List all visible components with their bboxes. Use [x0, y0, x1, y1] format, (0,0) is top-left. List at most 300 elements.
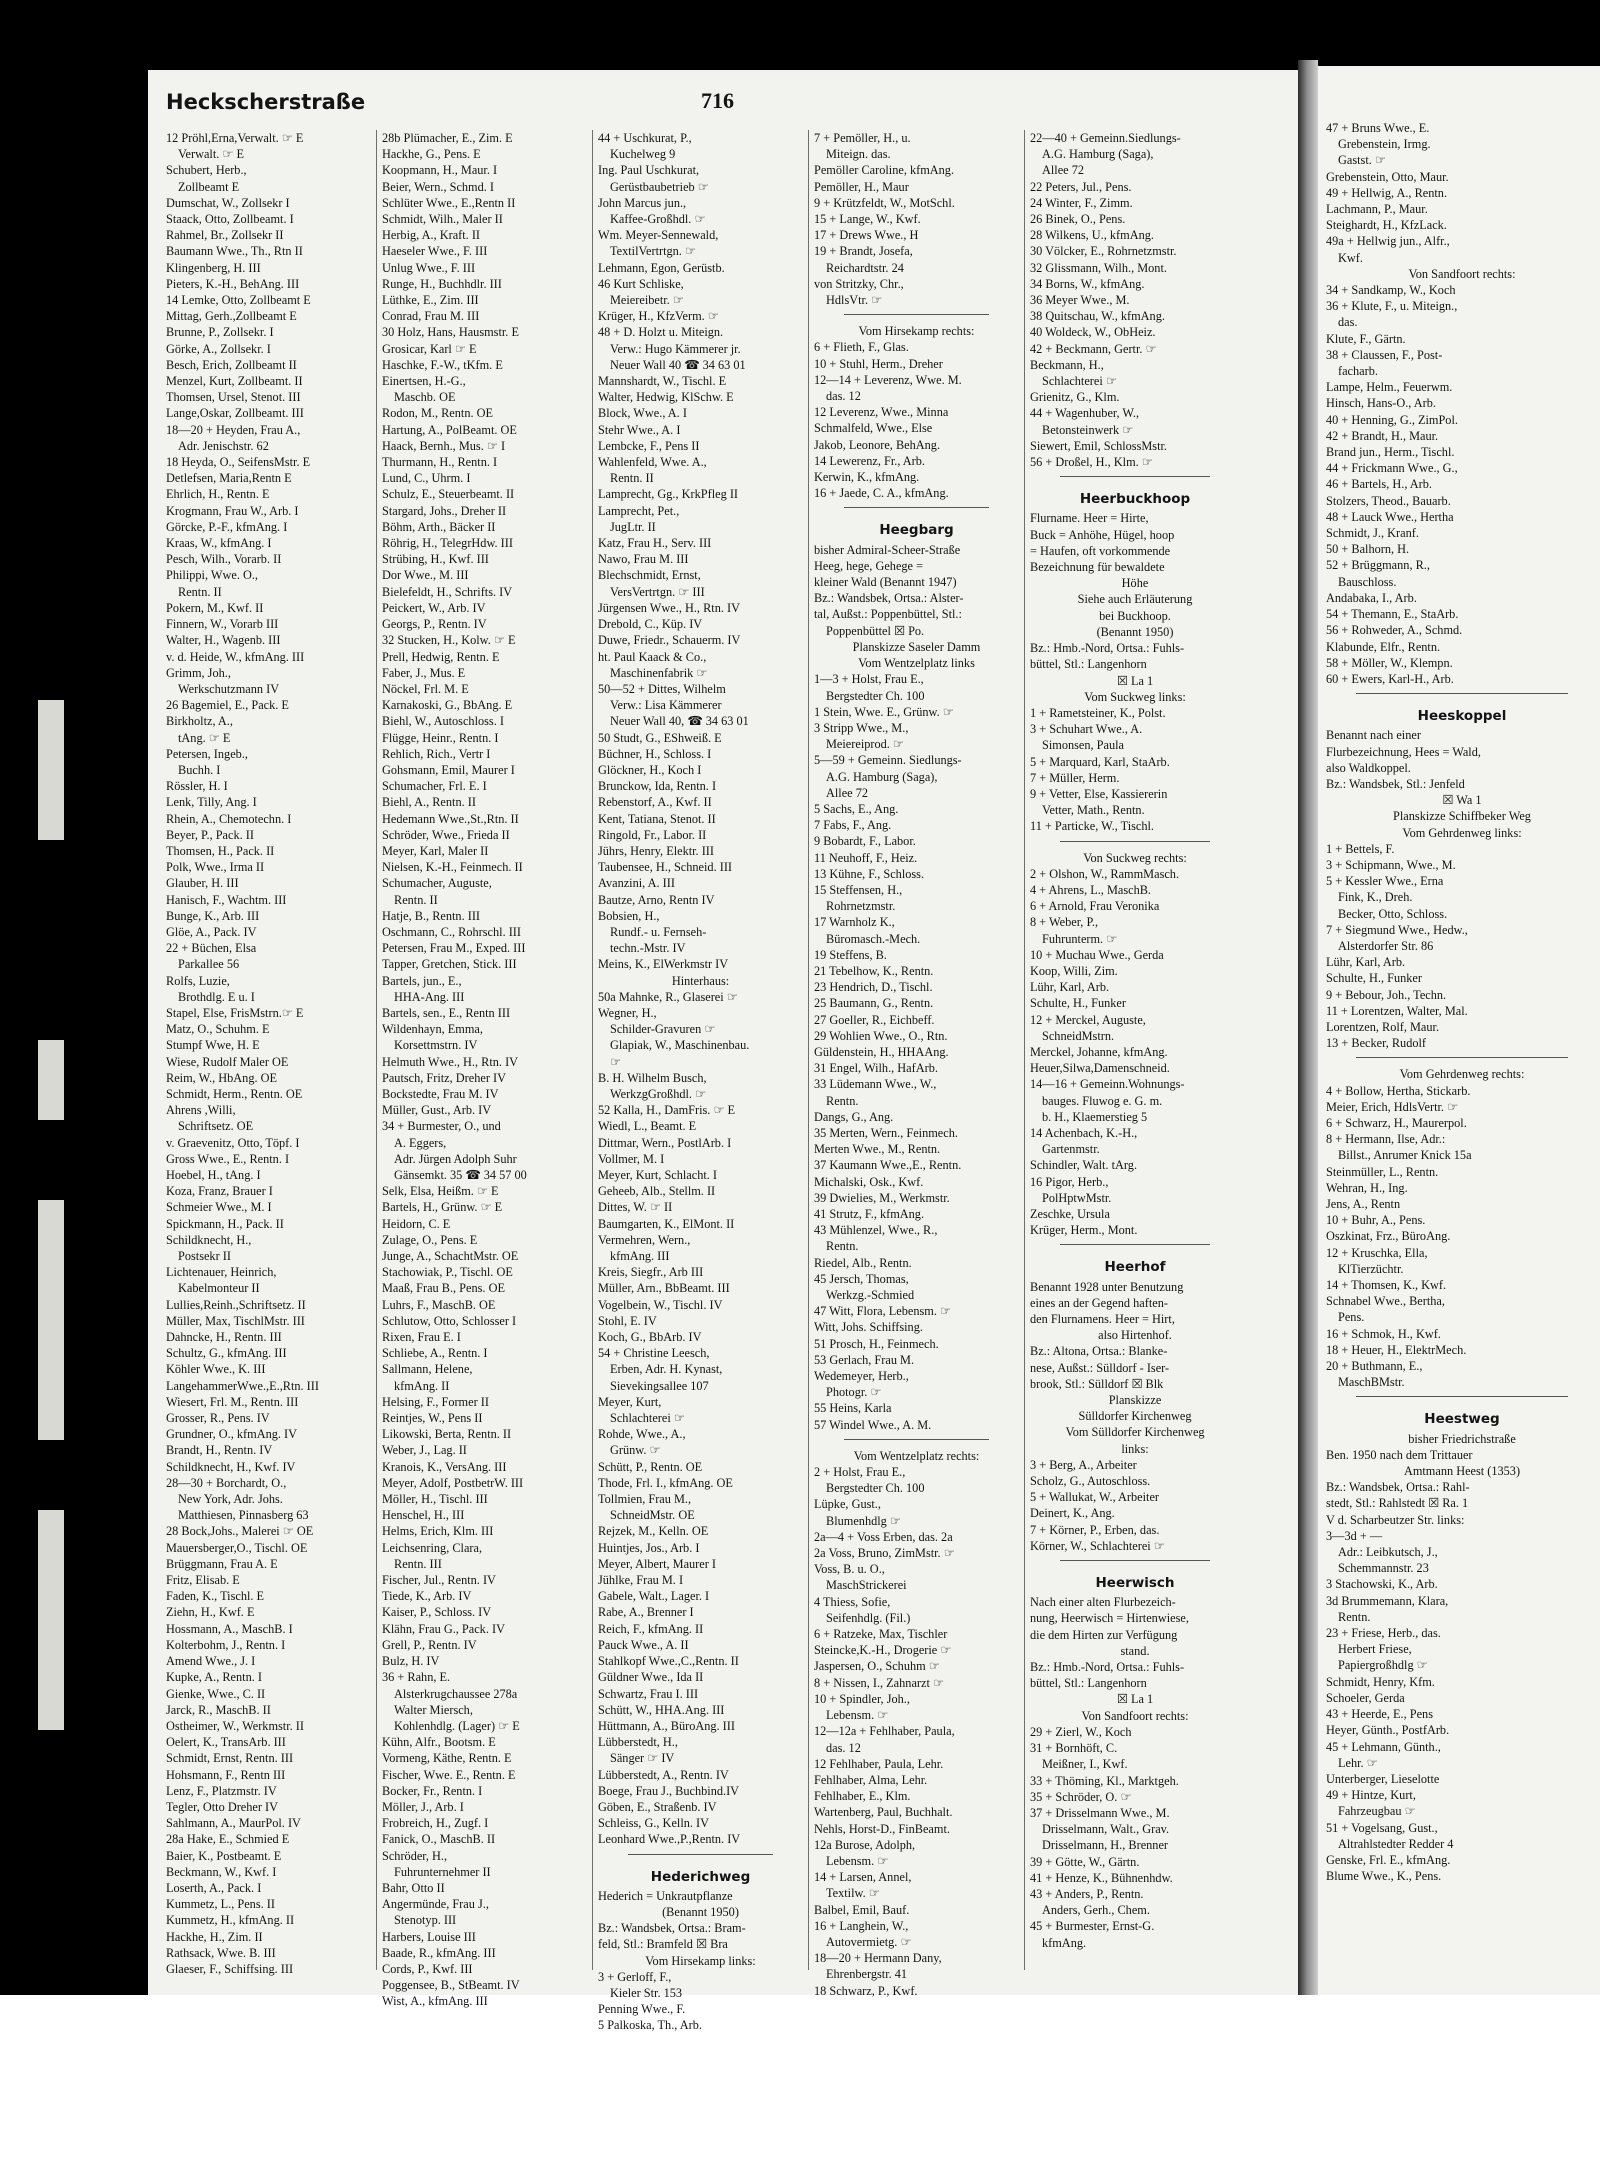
directory-entry: Cords, P., Kwf. III — [382, 1961, 473, 1976]
directory-entry: 23 + Friese, Herb., das. — [1326, 1626, 1441, 1641]
directory-entry: 5—59 + Gemeinn. Siedlungs- — [814, 753, 962, 768]
book-gutter — [1298, 60, 1318, 1995]
directory-entry: Haeseler Wwe., F. III — [382, 244, 488, 259]
directory-entry: 3 Stachowski, K., Arb. — [1326, 1577, 1438, 1592]
directory-entry: Koza, Franz, Brauer I — [166, 1184, 273, 1199]
directory-entry: 16 + Schmok, H., Kwf. — [1326, 1326, 1441, 1341]
directory-entry: SchneidMstrn. — [1042, 1028, 1115, 1043]
section-note: Hinterhaus: — [671, 973, 730, 988]
directory-entry: Harbers, Louise III — [382, 1929, 476, 1944]
directory-entry: Büchner, H., Schloss. I — [598, 746, 712, 761]
directory-entry: Kaffee-Großhdl. ☞ — [610, 212, 706, 227]
directory-entry: v. d. Heide, W., kfmAng. III — [166, 649, 305, 664]
directory-entry: Müller, Arn., BbBeamt. III — [598, 1281, 730, 1296]
directory-entry: v. Graevenitz, Otto, Töpf. I — [166, 1135, 300, 1150]
directory-entry: Maschinenfabrik ☞ — [610, 665, 708, 680]
directory-entry: HdlsVtr. ☞ — [826, 293, 883, 308]
directory-entry: Lamprecht, Gg., KrkPfleg II — [598, 487, 739, 502]
directory-entry: Mittag, Gerh.,Zollbeamt E — [166, 309, 297, 324]
directory-entry: 28—30 + Borchardt, O., — [166, 1475, 287, 1490]
directory-entry: 12 Pröhl,Erna,Verwalt. ☞ E — [166, 131, 304, 145]
directory-entry: Pokern, M., Kwf. II — [166, 600, 264, 615]
directory-entry: Bz.: Wandsbek, Ortsa.: Alster- — [814, 591, 964, 606]
directory-entry: Staack, Otto, Zollbeamt. I — [166, 212, 294, 227]
directory-entry: 45 + Burmester, Ernst-G. — [1030, 1919, 1155, 1934]
directory-entry: Stumpf Wwe, H. E — [166, 1038, 260, 1053]
directory-entry: Fuhrunterm. ☞ — [1042, 931, 1118, 946]
directory-entry: Altrahlstedter Redder 4 — [1338, 1836, 1454, 1851]
directory-entry: Oszkinat, Frz., BüroAng. — [1326, 1229, 1451, 1244]
directory-entry: Ing. Paul Uschkurat, — [598, 163, 700, 178]
directory-entry: Beier, Wern., Schmd. I — [382, 179, 495, 194]
directory-entry: Selk, Elsa, Heißm. ☞ E — [382, 1184, 499, 1199]
directory-entry: Lullies,Reinh.,Schriftsetz. II — [166, 1297, 306, 1312]
directory-entry: Meier, Erich, HdlsVertr. ☞ — [1326, 1099, 1459, 1114]
directory-entry: 36 + Klute, F., u. Miteign., — [1326, 299, 1458, 314]
directory-entry: 5 Sachs, E., Ang. — [814, 801, 899, 816]
directory-entry: 30 Holz, Hans, Hausmstr. E — [382, 325, 519, 340]
directory-entry: Gienke, Wwe., C. II — [166, 1686, 266, 1701]
directory-entry: 54 + Themann, E., StaArb. — [1326, 607, 1459, 622]
directory-entry: Miteign. das. — [826, 147, 891, 162]
directory-entry: 49 + Hintze, Kurt, — [1326, 1788, 1416, 1803]
directory-entry: Glauber, H. III — [166, 876, 239, 891]
directory-entry: Schulte, H., Funker — [1326, 971, 1422, 986]
directory-entry: TextilVertrtgn. ☞ — [610, 244, 696, 259]
directory-entry: Lorentzen, Rolf, Maur. — [1326, 1019, 1440, 1034]
directory-entry: 29 + Zierl, W., Koch — [1030, 1724, 1132, 1739]
directory-entry: 28 Bock,Johs., Malerei ☞ OE — [166, 1524, 314, 1539]
directory-entry: 17 Warnholz K., — [814, 915, 895, 930]
directory-entry: Lampe, Helm., Feuerwm. — [1326, 380, 1453, 395]
directory-entry: Schmidt, Ernst, Rentn. III — [166, 1751, 294, 1766]
directory-entry: Lebensm. ☞ — [826, 1853, 889, 1868]
directory-entry: Angermünde, Frau J., — [382, 1897, 489, 1912]
directory-entry: Kühn, Alfr., Bootsm. E — [382, 1735, 496, 1750]
directory-entry: Jaspersen, O., Schuhm ☞ — [814, 1659, 940, 1674]
directory-entry: Besch, Erich, Zollbeamt II — [166, 357, 297, 372]
directory-entry: 58 + Möller, W., Klempn. — [1326, 655, 1453, 670]
directory-entry: Rentn. II — [610, 471, 654, 486]
directory-entry: 27 Goeller, R., Eichbeff. — [814, 1012, 935, 1027]
directory-entry: 1—3 + Holst, Frau E., — [814, 672, 924, 687]
directory-entry: Pautsch, Fritz, Dreher IV — [382, 1070, 506, 1085]
directory-entry: Bulz, H. IV — [382, 1654, 440, 1669]
section-rule — [844, 1439, 989, 1448]
directory-entry: 40 + Henning, G., ZimPol. — [1326, 412, 1458, 427]
directory-entry: Schmidt, Herm., Rentn. OE — [166, 1086, 303, 1101]
spine-mark — [38, 1510, 64, 1730]
directory-entry: Dumschat, W., Zollsekr I — [166, 195, 290, 210]
directory-entry: Büromasch.-Mech. — [826, 931, 921, 946]
directory-entry: Bergstedter Ch. 100 — [826, 1481, 925, 1496]
section-note: Von Suckweg rechts: — [1083, 850, 1187, 865]
directory-entry: 50a Mahnke, R., Glaserei ☞ — [598, 989, 738, 1004]
directory-entry: 14 Lewerenz, Fr., Arb. — [814, 453, 925, 468]
directory-entry: Lehr. ☞ — [1338, 1755, 1378, 1770]
directory-entry: 49a + Hellwig jun., Alfr., — [1326, 234, 1450, 249]
directory-entry: Nehls, Horst-D., FinBeamt. — [814, 1821, 950, 1836]
directory-entry: 45 + Lehmann, Günth., — [1326, 1739, 1441, 1754]
section-rule — [1060, 1560, 1210, 1569]
directory-entry: Schmeier Wwe., M. I — [166, 1200, 272, 1215]
directory-entry: Genske, Frl. E., kfmAng. — [1326, 1852, 1451, 1867]
directory-entry: Lüthke, E., Zim. III — [382, 293, 479, 308]
directory-page — [148, 70, 1298, 2033]
directory-entry: 47 Witt, Flora, Lebensm. ☞ — [814, 1304, 952, 1319]
directory-entry: 51 + Vogelsang, Gust., — [1326, 1820, 1438, 1835]
directory-entry: 22 Peters, Jul., Pens. — [1030, 179, 1132, 194]
section-note: Vom Gehrdenweg links: — [1402, 825, 1522, 840]
directory-entry: Helms, Erich, Klm. III — [382, 1524, 494, 1539]
directory-entry: Avanzini, A. III — [598, 876, 675, 891]
directory-entry: Gohsmann, Emil, Maurer I — [382, 762, 515, 777]
directory-entry: 15 Steffensen, H., — [814, 882, 903, 897]
directory-entry: Gastst. ☞ — [1338, 153, 1386, 168]
directory-entry: 11 + Lorentzen, Walter, Mal. — [1326, 1003, 1468, 1018]
directory-entry: Schilder-Gravuren ☞ — [610, 1022, 716, 1037]
directory-entry: Schemmannstr. 23 — [1338, 1561, 1429, 1576]
section-note: Sülldorfer Kirchenweg — [1078, 1409, 1192, 1424]
directory-entry: kleiner Wald (Benannt 1947) — [814, 575, 957, 590]
street-heading: Heerwisch — [1095, 1575, 1175, 1592]
directory-entry: 5 + Wallukat, W., Arbeiter — [1030, 1490, 1160, 1505]
directory-entry: Ziehn, H., Kwf. E — [166, 1605, 255, 1620]
directory-entry: 2 + Olshon, W., RammMasch. — [1030, 866, 1180, 881]
directory-entry: Schriftsetz. OE — [178, 1119, 254, 1134]
directory-entry: Petersen, Ingeb., — [166, 746, 248, 761]
directory-entry: 36 + Rahn, E. — [382, 1670, 451, 1685]
directory-entry: Köhler Wwe., K. III — [166, 1362, 266, 1377]
directory-entry: 12 + Kruschka, Ella, — [1326, 1245, 1428, 1260]
directory-entry: Faden, K., Tischl. E — [166, 1589, 265, 1604]
directory-entry: Katz, Frau H., Serv. III — [598, 536, 712, 551]
directory-entry: 54 + Christine Leesch, — [598, 1346, 710, 1361]
directory-entry: Reich, F., kfmAng. II — [598, 1621, 704, 1636]
page-header — [166, 84, 1280, 118]
directory-entry: 53 Gerlach, Frau M. — [814, 1352, 915, 1367]
section-note: Vom Wentzelplatz links — [858, 656, 975, 671]
directory-entry: Kolterbohm, J., Rentn. I — [166, 1637, 286, 1652]
directory-entry: Polk, Wwe., Irma II — [166, 860, 265, 875]
directory-entry: 8 + Hermann, Ilse, Adr.: — [1326, 1132, 1446, 1147]
section-rule — [844, 314, 989, 323]
directory-entry: Allee 72 — [1042, 163, 1085, 178]
directory-entry: Stachowiak, P., Tischl. OE — [382, 1265, 513, 1280]
directory-entry: 44 + Wagenhuber, W., — [1030, 406, 1140, 421]
directory-entry: Bergstedter Ch. 100 — [826, 688, 925, 703]
directory-entry: die dem Hirten zur Verfügung — [1030, 1627, 1178, 1642]
section-note: Amtmann Heest (1353) — [1403, 1464, 1521, 1479]
directory-entry: Sallmann, Helene, — [382, 1362, 473, 1377]
directory-entry: 18—20 + Hermann Dany, — [814, 1951, 942, 1966]
directory-entry: Rahmel, Br., Zollsekr II — [166, 228, 284, 243]
directory-entry: Bz.: Wandsbek, Ortsa.: Rahl- — [1326, 1480, 1470, 1495]
directory-entry: Steincke,K.-H., Drogerie ☞ — [814, 1643, 952, 1658]
directory-entry: Flurname. Heer = Hirte, — [1030, 511, 1149, 526]
directory-entry: Schnabel Wwe., Bertha, — [1326, 1294, 1445, 1309]
directory-entry: V d. Scharbeutzer Str. links: — [1326, 1512, 1465, 1527]
directory-entry: Stargard, Johs., Dreher II — [382, 503, 507, 518]
directory-entry: 26 Bagemiel, E., Pack. E — [166, 698, 289, 713]
left-scan-edge — [0, 0, 148, 1995]
directory-entry: Glaeser, F., Schiffsing. III — [166, 1961, 294, 1976]
directory-entry: Bockstedte, Frau M. IV — [382, 1086, 499, 1101]
directory-entry: Einertsen, H.-G., — [382, 374, 466, 389]
directory-entry: Billst., Anrumer Knick 15a — [1338, 1148, 1472, 1163]
directory-entry: 2 + Holst, Frau E., — [814, 1465, 906, 1480]
directory-entry: 1 Stein, Wwe. E., Grünw. ☞ — [814, 704, 954, 719]
directory-entry: 16 Pigor, Herb., — [1030, 1174, 1109, 1189]
directory-entry: Möller, H., Tischl. III — [382, 1492, 488, 1507]
directory-entry: 39 + Götte, W., Gärtn. — [1030, 1854, 1140, 1869]
section-rule — [1356, 1057, 1568, 1066]
directory-entry: Hedemann Wwe.,St.,Rtn. II — [382, 811, 519, 826]
directory-entry: Ringold, Fr., Labor. II — [598, 827, 707, 842]
directory-entry: 44 + Frickmann Wwe., G., — [1326, 461, 1458, 476]
directory-entry: kfmAng. III — [610, 1249, 670, 1264]
directory-entry: 3 + Berg, A., Arbeiter — [1030, 1457, 1137, 1472]
directory-entry: Oelert, K., TransArb. III — [166, 1735, 286, 1750]
directory-entry: WerkzgGroßhdl. ☞ — [610, 1086, 707, 1101]
directory-entry: Zeschke, Ursula — [1030, 1207, 1110, 1221]
directory-entry: Siewert, Emil, SchlossMstr. — [1030, 438, 1167, 453]
directory-entry: Deinert, K., Ang. — [1030, 1506, 1115, 1521]
directory-entry: Bz.: Wandsbek, Stl.: Jenfeld — [1326, 776, 1465, 791]
directory-entry: MaschStrickerei — [826, 1578, 907, 1593]
directory-entry: Rentn. — [826, 1239, 859, 1254]
directory-entry: Schmidt, Wilh., Maler II — [382, 212, 503, 227]
directory-entry: 23 Hendrich, D., Tischl. — [814, 980, 933, 995]
directory-entry: JugLtr. II — [610, 519, 656, 534]
directory-entry: 38 + Claussen, F., Post- — [1326, 347, 1443, 362]
directory-entry: 31 Engel, Wilh., HafArb. — [814, 1061, 938, 1076]
directory-entry: Alsterkrugchaussee 278a — [394, 1686, 518, 1701]
directory-entry: 9 Bobardt, F., Labor. — [814, 834, 916, 849]
directory-entry: Heuer,Silwa,Damenschneid. — [1030, 1061, 1170, 1076]
directory-entry: Bobsien, H., — [598, 908, 660, 923]
directory-entry: Unlug Wwe., F. III — [382, 260, 476, 275]
directory-entry: Brunne, P., Zollsekr. I — [166, 325, 274, 340]
section-note: Vom Wentzelplatz rechts: — [853, 1448, 980, 1463]
directory-entry: Meiereiprod. ☞ — [826, 737, 904, 752]
section-rule — [628, 1854, 773, 1863]
directory-entry: Körner, W., Schlachterei ☞ — [1030, 1538, 1165, 1553]
directory-entry: Schütt, W., HHA.Ang. III — [598, 1702, 725, 1717]
directory-entry: Petersen, Frau M., Exped. III — [382, 941, 526, 956]
directory-entry: 2a Voss, Bruno, ZimMstr. ☞ — [814, 1546, 955, 1561]
directory-entry: Lühr, Karl, Arb. — [1030, 980, 1110, 995]
section-note: Planskizze — [1108, 1393, 1162, 1408]
directory-entry: Mannshardt, W., Tischl. E — [598, 374, 727, 389]
directory-entry: Bunge, K., Arb. III — [166, 908, 260, 923]
directory-entry: 4 + Bollow, Hertha, Stickarb. — [1326, 1083, 1471, 1098]
directory-entry: 13 + Becker, Rudolf — [1326, 1036, 1427, 1051]
directory-entry: Meyer, Adolf, PostbetrW. III — [382, 1475, 524, 1490]
directory-entry: Schulz, E., Steuerbeamt. II — [382, 487, 515, 502]
directory-entry: Vollmer, M. I — [598, 1151, 665, 1166]
directory-entry: 32 Stucken, H., Kolw. ☞ E — [382, 633, 516, 648]
directory-entry: 7 + Siegmund Wwe., Hedw., — [1326, 922, 1468, 937]
directory-entry: 41 + Henze, K., Bühnenhdw. — [1030, 1870, 1173, 1885]
directory-entry: Grienitz, G., Klm. — [1030, 390, 1120, 405]
directory-entry: Grebenstein, Irmg. — [1338, 137, 1431, 152]
directory-entry: Benannt 1928 unter Benutzung — [1030, 1279, 1184, 1294]
directory-entry: Fischer, Wwe. E., Rentn. E — [382, 1767, 516, 1782]
section-note: also Hirtenhof. — [1098, 1328, 1172, 1343]
directory-entry: 24 Winter, F., Zimm. — [1030, 195, 1133, 210]
directory-entry: 33 Lüdemann Wwe., W., — [814, 1077, 937, 1092]
directory-entry: 28b Plümacher, E., Zim. E — [382, 131, 513, 145]
directory-entry: Kwf. — [1338, 250, 1363, 265]
directory-entry: Sievekingsallee 107 — [610, 1378, 709, 1393]
directory-entry: Lenk, Tilly, Ang. I — [166, 795, 257, 810]
directory-entry: Mauersberger,O., Tischl. OE — [166, 1540, 308, 1555]
directory-entry: 3—3d + — — [1326, 1528, 1383, 1543]
directory-entry: Hüttmann, A., BüroAng. III — [598, 1718, 735, 1733]
directory-entry: Lembcke, F., Pens II — [598, 438, 700, 453]
directory-entry: Block, Wwe., A. I — [598, 406, 687, 421]
directory-entry: Tollmien, Frau M., — [598, 1492, 692, 1507]
directory-entry: Ben. 1950 nach dem Trittauer — [1326, 1447, 1473, 1462]
directory-entry: Vermehren, Wern., — [598, 1232, 691, 1247]
directory-entry: Oschmann, C., Rohrschl. III — [382, 924, 522, 939]
directory-entry: Luhrs, F., MaschB. OE — [382, 1297, 496, 1312]
directory-entry: Hartung, A., PolBeamt. OE — [382, 422, 517, 437]
directory-entry: 18—20 + Heyden, Frau A., — [166, 422, 301, 437]
directory-entry: Nach einer alten Flurbezeich- — [1030, 1595, 1176, 1610]
directory-entry: Amend Wwe., J. I — [166, 1654, 256, 1669]
directory-entry: Brothdlg. E u. I — [178, 989, 255, 1004]
directory-entry: Klabunde, Elfr., Rentn. — [1326, 639, 1441, 654]
directory-entry: Wm. Meyer-Sennewald, — [598, 228, 719, 243]
directory-entry: Glapiak, W., Maschinenbau. — [610, 1038, 750, 1053]
directory-entry: Hackhe, H., Zim. II — [166, 1929, 263, 1944]
directory-entry: Bezeichnung für bewaldete — [1030, 560, 1165, 575]
directory-entry: Kaiser, P., Schloss. IV — [382, 1605, 492, 1620]
directory-entry: 28 Wilkens, U., kfmAng. — [1030, 228, 1154, 243]
directory-entry: 48 + D. Holzt u. Miteign. — [598, 325, 724, 340]
directory-entry: Balbel, Emil, Bauf. — [814, 1902, 910, 1917]
directory-entry: Klähn, Frau G., Pack. IV — [382, 1621, 505, 1636]
directory-entry: Rixen, Frau E. I — [382, 1330, 461, 1345]
directory-entry: Werkschutzmann IV — [178, 681, 280, 696]
directory-entry: Stahlkopf Wwe.,C.,Rentn. II — [598, 1654, 739, 1669]
directory-entry: Kieler Str. 153 — [610, 1985, 683, 2000]
directory-entry: Poppenbüttel ☒ Po. — [826, 623, 925, 638]
directory-entry: tal, Außst.: Poppenbüttel, Stl.: — [814, 607, 962, 622]
section-rule — [1060, 841, 1210, 850]
directory-entry: 34 Borns, W., kfmAng. — [1030, 276, 1145, 291]
directory-entry: Reichardtstr. 24 — [826, 260, 904, 275]
section-note: Siehe auch Erläuterung — [1077, 592, 1193, 607]
directory-entry: Schmalfeld, Wwe., Else — [814, 421, 933, 436]
directory-entry: büttel, Stl.: Langenhorn — [1030, 657, 1147, 672]
directory-entry: Buchh. I — [178, 762, 221, 777]
directory-entry: 39 Dwielies, M., Werkmstr. — [814, 1190, 950, 1205]
directory-entry: Gartenmstr. — [1042, 1142, 1100, 1157]
directory-entry: MaschBMstr. — [1338, 1375, 1405, 1390]
directory-entry: Bahr, Otto II — [382, 1880, 445, 1895]
directory-entry: Scholz, G., Autoschloss. — [1030, 1474, 1151, 1489]
directory-entry: Blumenhdlg ☞ — [826, 1513, 901, 1528]
directory-entry: Schultz, G., kfmAng. III — [166, 1346, 287, 1361]
directory-entry: Autovermietg. ☞ — [826, 1934, 912, 1949]
directory-entry: facharb. — [1338, 364, 1378, 379]
directory-entry: Rohde, Wwe., A., — [598, 1427, 686, 1442]
directory-entry: Junge, A., SchachtMstr. OE — [382, 1249, 519, 1264]
directory-entry: 25 Baumann, G., Rentn. — [814, 996, 934, 1011]
directory-entry: A.G. Hamburg (Saga), — [826, 769, 938, 784]
directory-entry: Schleiss, G., Kelln. IV — [598, 1816, 710, 1831]
directory-entry: 26 Binek, O., Pens. — [1030, 212, 1126, 227]
directory-entry: bisher Admiral-Scheer-Straße — [814, 542, 961, 557]
directory-entry: Lehmann, Egon, Gerüstb. — [598, 260, 725, 275]
directory-entry: 14 Lemke, Otto, Zollbeamt E — [166, 293, 311, 308]
directory-entry: 9 + Bebour, Joh., Techn. — [1326, 987, 1447, 1002]
directory-entry: Fuhrunternehmer II — [394, 1864, 491, 1879]
directory-entry: Pens. — [1338, 1310, 1365, 1325]
street-heading: Heerbuckhoop — [1079, 491, 1191, 508]
directory-entry: Wedemeyer, Herb., — [814, 1369, 909, 1384]
directory-entry: Pesch, Wilh., Vorarb. II — [166, 552, 282, 567]
directory-entry: Verw.: Hugo Kämmerer jr. — [610, 341, 741, 356]
section-note: stand. — [1120, 1643, 1150, 1658]
directory-entry: Gross Wwe., E., Rentn. I — [166, 1151, 290, 1166]
directory-entry: = Haufen, oft vorkommende — [1030, 543, 1171, 558]
directory-entry: Lüpke, Gust., — [814, 1497, 881, 1512]
directory-entry: John Marcus jun., — [598, 195, 687, 210]
directory-entry: Zollbeamt E — [178, 179, 240, 194]
directory-entry: Reim, W., HbAng. OE — [166, 1070, 278, 1085]
directory-entry: Grundner, O., kfmAng. IV — [166, 1427, 297, 1442]
directory-entry: Weber, J., Lag. II — [382, 1443, 467, 1458]
directory-entry: Thomsen, Ursel, Stenot. III — [166, 390, 301, 405]
directory-entry: Fischer, Jul., Rentn. IV — [382, 1573, 496, 1588]
directory-entry: Maschb. OE — [394, 390, 456, 405]
directory-entry: 34 + Sandkamp, W., Koch — [1326, 283, 1456, 298]
directory-entry: 18 Heyda, O., SeifensMstr. E — [166, 455, 311, 470]
directory-entry: 17 + Drews Wwe., H — [814, 228, 919, 243]
directory-entry: Papiergroßhdlg ☞ — [1338, 1658, 1428, 1673]
directory-entry: 50 Studt, G., EShweiß. E — [598, 730, 722, 745]
directory-entry: feld, Stl.: Bramfeld ☒ Bra — [598, 1937, 728, 1952]
directory-entry: Dittes, W. ☞ II — [598, 1200, 673, 1215]
directory-entry: Maaß, Frau B., Pens. OE — [382, 1281, 505, 1296]
directory-entry: Baumgarten, K., ElMont. II — [598, 1216, 735, 1231]
directory-entry: Schlachterei ☞ — [610, 1411, 685, 1426]
directory-entry: Buck = Anhöhe, Hügel, hoop — [1030, 527, 1175, 542]
directory-entry: Frobreich, H., Zugf. I — [382, 1816, 489, 1831]
directory-entry: Helsing, F., Former II — [382, 1394, 489, 1409]
directory-entry: Seifenhdlg. (Fil.) — [826, 1610, 911, 1625]
directory-entry: 34 + Burmester, O., und — [382, 1119, 501, 1134]
directory-entry: Möller, J., Arb. I — [382, 1799, 464, 1814]
section-rule — [1356, 693, 1568, 702]
directory-entry: 21 Tebelhow, K., Rentn. — [814, 963, 934, 978]
directory-entry: Lund, C., Uhrm. I — [382, 471, 471, 486]
directory-entry: Böhm, Arth., Bäcker II — [382, 519, 496, 534]
directory-entry: Lenz, F., Platzmstr. IV — [166, 1783, 277, 1798]
directory-entry: Kent, Tatiana, Stenot. II — [598, 811, 716, 826]
directory-entry: Bartels, sen., E., Rentn III — [382, 1005, 511, 1020]
directory-entry: Stapel, Else, FrisMstrn.☞ E — [166, 1005, 304, 1020]
directory-entry: Hinsch, Hans-O., Arb. — [1326, 396, 1436, 411]
directory-entry: Textilw. ☞ — [826, 1886, 880, 1901]
directory-entry: Bz.: Hmb.-Nord, Ortsa.: Fuhls- — [1030, 641, 1185, 656]
section-note: links: — [1121, 1441, 1149, 1456]
directory-entry: Röhrig, H., TelegrHdw. III — [382, 536, 513, 551]
